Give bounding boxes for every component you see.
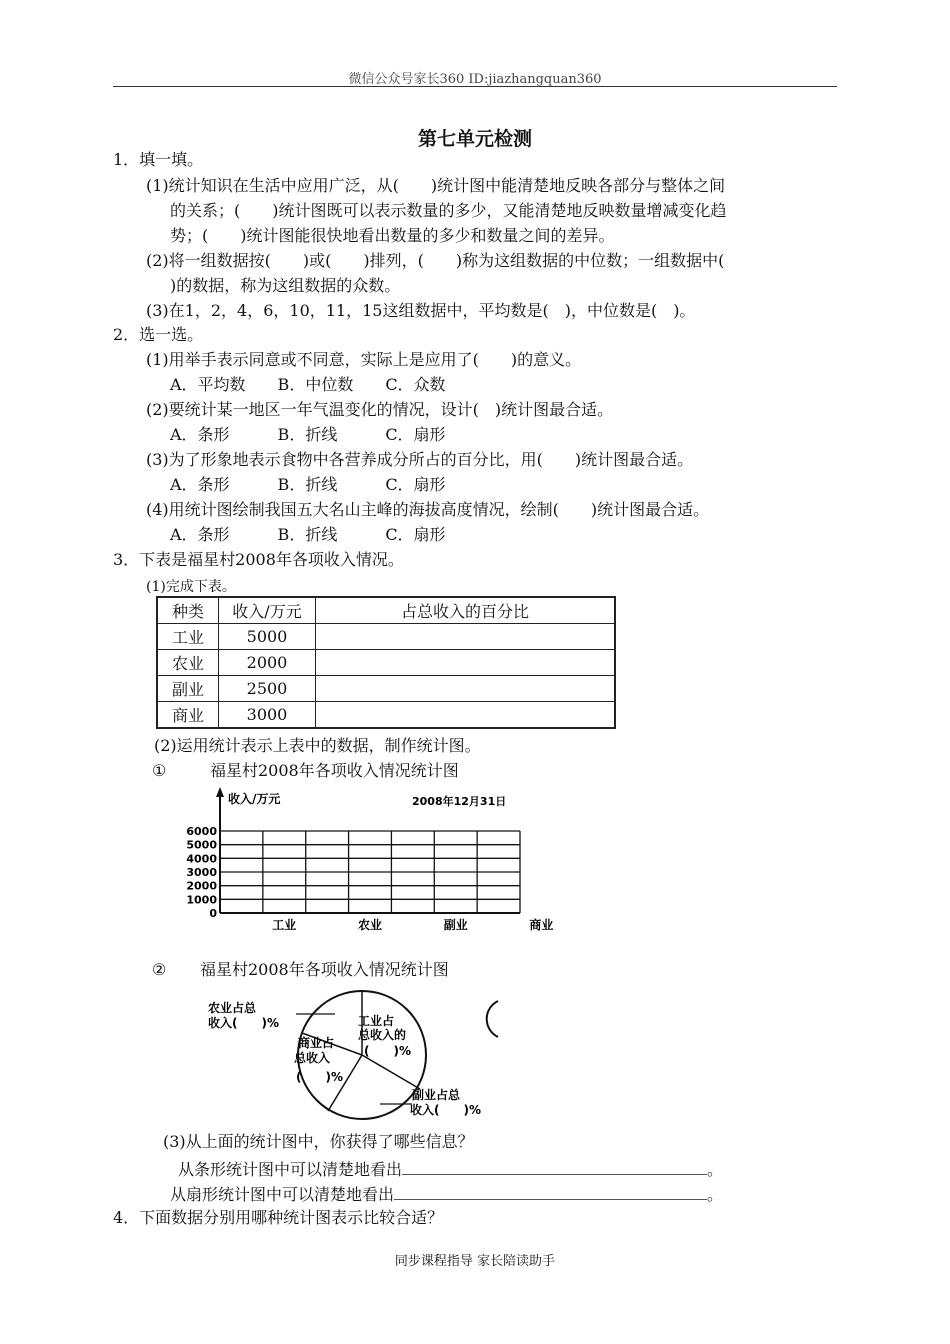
pie-info-prompt: 从扇形统计图中可以清楚地看出 — [170, 1185, 395, 1204]
pie-label-ind-2: 总收入的 — [358, 1028, 407, 1042]
table-header-row — [157, 597, 615, 624]
y-tick-label: 0 — [209, 907, 217, 920]
y-tick-label: 6000 — [186, 825, 217, 838]
header-rule — [113, 86, 837, 87]
y-axis-label: 收入/万元 — [228, 792, 281, 806]
table-cell: 农业 — [157, 650, 219, 676]
answer-cell[interactable] — [316, 702, 616, 729]
table-cell: 商业 — [157, 702, 219, 729]
q1-heading: 1．填一填。 — [113, 150, 204, 169]
table-header-cell: 占总收入的百分比 — [316, 597, 616, 624]
answer-cell[interactable] — [316, 676, 616, 702]
q3-sub2: (2)运用统计表示上表中的数据，制作统计图。 — [154, 736, 481, 755]
pie-label-agri-2: 收入( )% — [208, 1016, 279, 1030]
q2-p1-options: A．平均数 B．中位数 C．众数 — [170, 375, 446, 394]
y-tick-label: 1000 — [186, 893, 217, 907]
pie-label-side-1: 副业占总 — [412, 1088, 461, 1102]
pie-info-line — [170, 1183, 723, 1205]
pie-label-ind-3: ( )% — [364, 1044, 411, 1058]
y-tick-label: 3000 — [186, 866, 217, 879]
table-cell: 副业 — [157, 676, 219, 702]
pie-label-ind-1: 工业占 — [358, 1014, 395, 1028]
q2-p3: (3)为了形象地表示食物中各营养成分所占的百分比，用( )统计图最合适。 — [146, 450, 694, 469]
chart-date: 2008年12月31日 — [412, 795, 507, 808]
bar-chart-grid — [220, 831, 520, 913]
table-header-cell: 收入/万元 — [219, 597, 316, 624]
q2-p2: (2)要统计某一地区一年气温变化的情况，设计( )统计图最合适。 — [146, 400, 614, 419]
category-label: 工业 — [272, 918, 297, 932]
category-labels — [272, 917, 553, 932]
y-tick-label: 4000 — [186, 852, 217, 866]
table-row — [157, 650, 615, 676]
category-label: 商业 — [529, 918, 554, 932]
q1-p1-line3: 势；( )统计图能很快地看出数量的多少和数量之间的差异。 — [170, 226, 615, 245]
bar-chart — [180, 785, 554, 935]
q1-p2-line1: (2)将一组数据按( )或( )排列，( )称为这组数据的中位数；一组数据中( — [146, 251, 725, 270]
pie-info-answer-blank[interactable] — [394, 1183, 707, 1200]
period: 。 — [707, 1160, 724, 1179]
q1-p2-line2: )的数据，称为这组数据的众数。 — [170, 276, 401, 295]
pie-label-com-1: 商业占 — [298, 1036, 335, 1050]
q2-p4: (4)用统计图绘制我国五大名山主峰的海拔高度情况，绘制( )统计图最合适。 — [146, 500, 710, 519]
q2-p4-options: A．条形 B．折线 C．扇形 — [170, 525, 446, 544]
q1-p3: (3)在1，2，4，6，10，11，15这组数据中，平均数是( )，中位数是( )。 — [146, 301, 696, 320]
table-row — [157, 676, 615, 702]
q1-p1-line2: 的关系；( )统计图既可以表示数量的多少，又能清楚地反映数量增减变化趋 — [170, 201, 727, 220]
page-header: 微信公众号家长360 ID:jiazhangquan360 — [348, 72, 602, 87]
pie-divider — [362, 1055, 420, 1089]
y-tick-labels — [186, 825, 217, 920]
q2-heading: 2．选一选。 — [113, 325, 204, 344]
bar-info-line — [178, 1158, 723, 1180]
pie-label-agri-1: 农业占总 — [208, 1001, 257, 1015]
table-cell: 2000 — [219, 650, 316, 676]
income-table — [156, 596, 616, 729]
period: 。 — [707, 1185, 724, 1204]
partial-circle-icon — [487, 1001, 498, 1037]
pie-label-side-2: 收入( )% — [410, 1103, 481, 1117]
chart1-number: ① — [152, 761, 167, 780]
table-cell: 3000 — [219, 702, 316, 729]
q4-heading: 4．下面数据分别用哪种统计图表示比较合适？ — [113, 1208, 444, 1227]
table-cell: 工业 — [157, 624, 219, 650]
table-row — [157, 624, 615, 650]
pie-label-com-2: 总收入 — [294, 1051, 331, 1065]
page-footer: 同步课程指导 家长陪读助手 — [394, 1254, 556, 1269]
table-row — [157, 702, 615, 729]
category-label: 副业 — [443, 918, 468, 932]
q3-heading: 3．下表是福星村2008年各项收入情况。 — [113, 550, 404, 569]
q3-sub3: (3)从上面的统计图中，你获得了哪些信息？ — [163, 1132, 474, 1151]
q1-p1-line1: (1)统计知识在生活中应用广泛，从( )统计图中能清楚地反映各部分与整体之间 — [146, 176, 726, 195]
y-axis-arrow-icon — [216, 787, 224, 797]
page-title: 第七单元检测 — [417, 128, 532, 150]
bar-info-answer-blank[interactable] — [402, 1158, 707, 1175]
bar-info-prompt: 从条形统计图中可以清楚地看出 — [178, 1160, 403, 1179]
y-tick-label: 2000 — [186, 879, 217, 893]
table-header-cell: 种类 — [157, 597, 219, 624]
q2-p1: (1)用举手表示同意或不同意，实际上是应用了( )的意义。 — [146, 350, 582, 369]
chart2-number: ② — [152, 960, 167, 979]
chart2-title: 福星村2008年各项收入情况统计图 — [200, 960, 449, 979]
answer-cell[interactable] — [316, 650, 616, 676]
answer-cell[interactable] — [316, 624, 616, 650]
table-cell: 5000 — [219, 624, 316, 650]
category-label: 农业 — [357, 918, 383, 932]
q2-p2-options: A．条形 B．折线 C．扇形 — [170, 425, 446, 444]
pie-chart — [200, 985, 510, 1125]
q2-p3-options: A．条形 B．折线 C．扇形 — [170, 475, 446, 494]
table-cell: 2500 — [219, 676, 316, 702]
y-tick-label: 5000 — [186, 838, 217, 852]
pie-label-com-3: ( )% — [296, 1070, 343, 1084]
chart1-title: 福星村2008年各项收入情况统计图 — [210, 761, 459, 780]
q3-sub1: (1)完成下表。 — [146, 579, 236, 595]
